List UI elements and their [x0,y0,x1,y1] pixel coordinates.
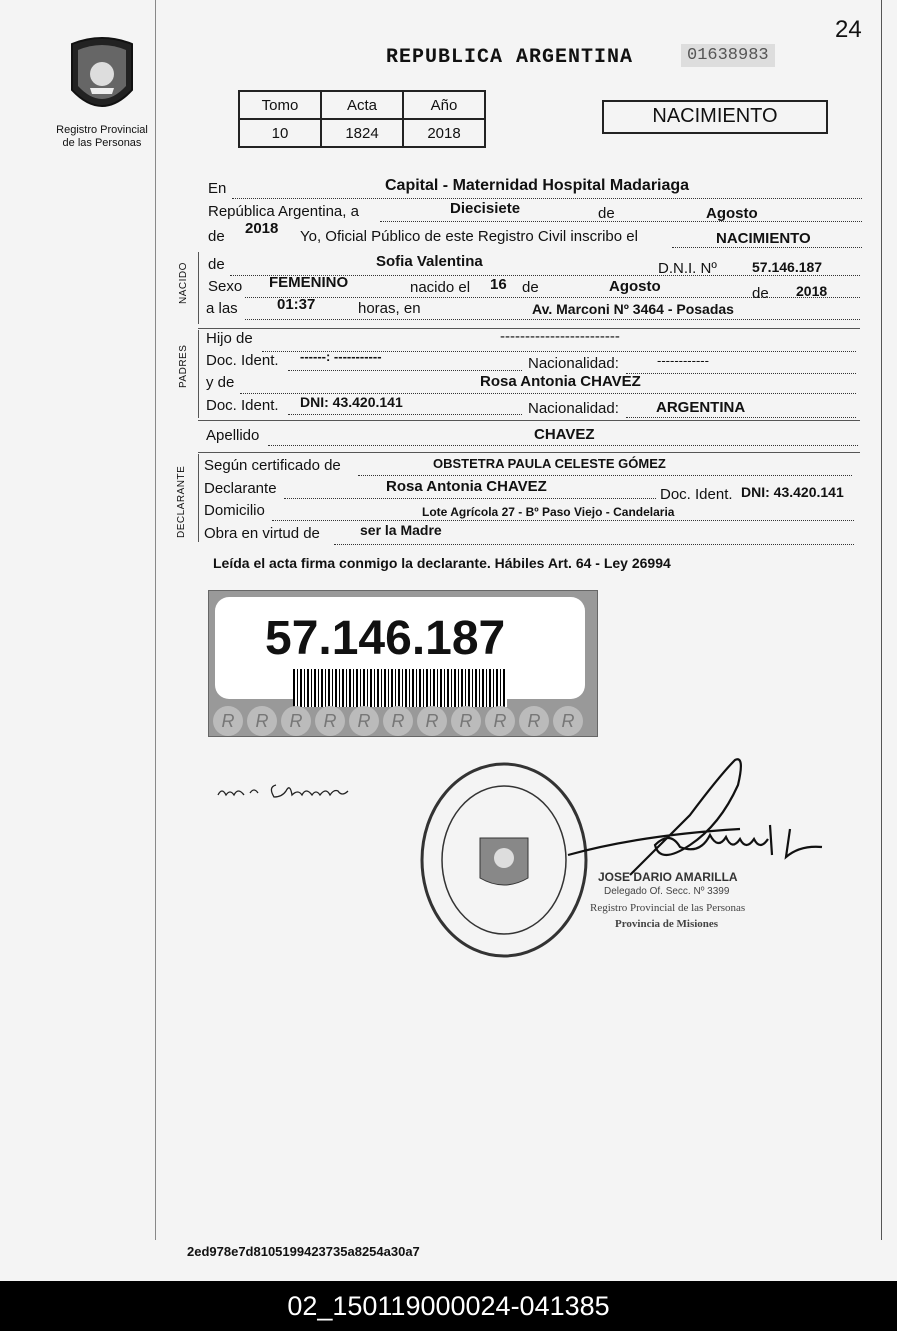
doc2-label: Doc. Ident. [206,397,279,414]
logo-caption-line2: de las Personas [62,137,142,149]
nac2-label: Nacionalidad: [528,400,619,417]
record-table [238,90,486,148]
pattern-letter: R [553,706,583,736]
dotted-line [626,373,856,374]
dni-label: D.N.I. Nº [658,260,717,277]
value-acta: 1824 [321,119,403,147]
document-title: REPUBLICA ARGENTINA [386,46,634,69]
value-tomo: 10 [239,119,321,147]
nac1-value: ------------ [657,353,709,368]
nacido-section-label: NACIDO [178,262,189,304]
padres-section-label: PADRES [178,344,189,388]
year-value: 2018 [245,220,279,237]
sexo-label: Sexo [208,278,243,295]
cert-value: OBSTETRA PAULA CELESTE GÓMEZ [433,456,666,471]
y-de-label: y de [206,374,235,391]
header-anio: Año [403,91,485,119]
official-title-1: Delegado Of. Secc. Nº 3399 [604,886,730,897]
de-label: de [598,205,615,222]
dotted-line [288,370,522,371]
dni-sticker-panel [215,597,585,699]
official-title-3: Provincia de Misiones [615,918,719,930]
birth-place: Av. Marconi Nº 3464 - Posadas [532,301,734,317]
dotted-line [626,417,856,418]
pattern-letter: R [417,706,447,736]
closing-text: Leída el acta firma conmigo la declarante. Hábiles Art. 64 - Ley 26994 [213,555,671,571]
right-border [881,0,882,1240]
place-value: Capital - Maternidad Hospital Madariaga [385,177,690,194]
official-name: JOSE DARIO AMARILLA [598,870,738,884]
act-value: NACIMIENTO [716,230,811,247]
de-label-3: de [752,285,769,302]
section-separator [198,420,860,421]
dotted-line [232,198,862,199]
dotted-line [358,475,852,476]
dom-label: Domicilio [204,502,265,519]
day-value: Diecisiete [450,200,521,217]
dni-sticker-number: 57.146.187 [265,612,506,665]
nac1-label: Nacionalidad: [528,355,619,372]
doc1-value: ------: ----------- [300,349,382,364]
birth-day: 16 [490,276,507,293]
sexo-value: FEMENINO [269,274,349,291]
pattern-letter: R [247,706,277,736]
hora-label: a las [206,300,238,317]
official-title-2: Registro Provincial de las Personas [590,902,746,914]
barcode [293,669,507,707]
header-tomo: Tomo [239,91,321,119]
pattern-letter: R [281,706,311,736]
officer-text: Yo, Oficial Público de este Registro Civil inscribo el [300,228,638,245]
logo-caption-line1: Registro Provincial [56,124,148,136]
document-hash: 2ed978e7d8105199423735a8254a30a7 [187,1244,420,1259]
en-label: En [208,180,227,197]
decl-value: Rosa Antonia CHAVEZ [386,478,547,495]
header-acta: Acta [321,91,403,119]
serial-number: 01638983 [681,44,775,67]
mother-value: Rosa Antonia CHAVEZ [480,373,641,390]
hijo-label: Hijo de [206,330,253,347]
pattern-letter: R [315,706,345,736]
section-divider [198,330,199,418]
doc1-label: Doc. Ident. [206,352,279,369]
apellido-value: CHAVEZ [534,426,595,443]
decl-label: Declarante [204,480,277,497]
horas-label: horas, en [358,300,421,317]
birth-month: Agosto [609,278,661,295]
de-label-2: de [522,279,539,296]
doc2-value: DNI: 43.420.141 [300,394,403,410]
dom-value: Lote Agrícola 27 - Bº Paso Viejo - Candelaria [422,505,675,519]
section-divider [198,252,199,324]
dotted-line [284,498,656,499]
pattern-letter: R [349,706,379,736]
nac2-value: ARGENTINA [656,399,746,416]
dotted-line [288,414,522,415]
pattern-letter: R [485,706,515,736]
pattern-letter: R [451,706,481,736]
nacido-de-label: de [208,256,225,273]
dotted-line [672,247,862,248]
page-number: 24 [835,16,862,43]
dotted-line [268,445,858,446]
month-value: Agosto [706,205,758,222]
decl-doc-label: Doc. Ident. [660,486,733,503]
cert-label: Según certificado de [204,457,341,474]
section-separator [198,452,860,453]
footer-code-bar: 02_150119000024-041385 [0,1281,897,1331]
pattern-letter: R [383,706,413,736]
birth-year: 2018 [796,283,828,299]
rep-label: República Argentina, a [208,203,359,220]
dni-sticker [208,590,598,737]
apellido-label: Apellido [206,427,260,444]
declarant-signature [216,775,366,810]
de2-label: de [208,228,225,245]
sticker-pattern [213,706,587,736]
province-coat-of-arms-icon [62,30,142,122]
value-anio: 2018 [403,119,485,147]
nacido-el-label: nacido el [410,279,471,296]
dotted-line [272,520,854,521]
section-divider [198,454,199,542]
obra-value: ser la Madre [360,522,442,538]
margin-line [155,0,156,1240]
pattern-letter: R [519,706,549,736]
dotted-line [245,319,860,320]
obra-label: Obra en virtud de [204,525,320,542]
dotted-line [334,544,854,545]
birth-time: 01:37 [277,296,316,313]
decl-doc-value: DNI: 43.420.141 [741,484,844,500]
father-value: ------------------------ [500,328,620,345]
pattern-letter: R [213,706,243,736]
child-name: Sofia Valentina [376,253,483,270]
dotted-line [380,221,862,222]
logo-caption [50,124,154,150]
declarante-section-label: DECLARANTE [176,465,187,538]
child-dni: 57.146.187 [752,259,823,275]
record-type-box: NACIMIENTO [602,100,828,134]
